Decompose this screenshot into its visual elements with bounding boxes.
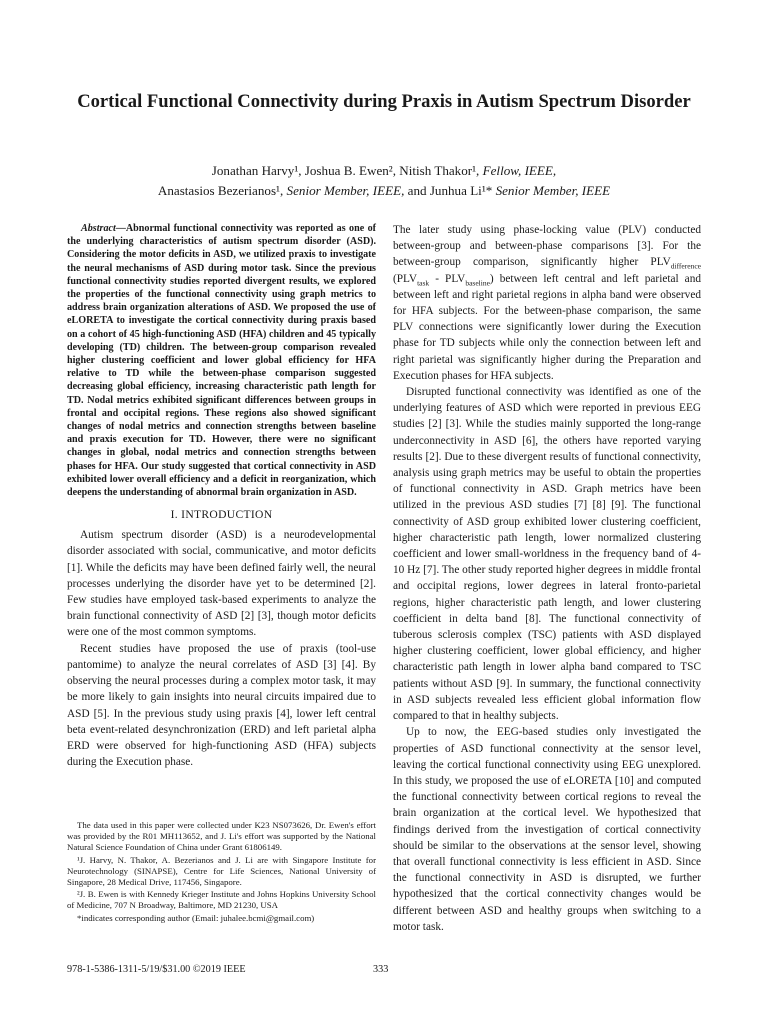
page-number: 333: [373, 964, 389, 975]
author-block: [60, 161, 708, 201]
section-heading-introduction: I. INTRODUCTION: [170, 508, 273, 522]
abstract: [67, 222, 376, 499]
footnote-affiliation-1: ¹J. Harvy, N. Thakor, A. Bezerianos and J. Li are with Singapore Institute for Neurotechnology (SINAPSE), Centre for Life Sciences, National University of Singapore, 28 Medical Drive, 117456, Singapore.: [67, 854, 376, 888]
author-line-1: [60, 161, 708, 181]
subscript-task: task: [417, 277, 430, 287]
author-affiliation-1: Fellow, IEEE,: [482, 163, 557, 178]
footnote-affiliation-2: ²J. B. Ewen is with Kennedy Krieger Institute and Johns Hopkins University School of Medicine, 707 N Broadway, Baltimore, MD 21230, USA: [67, 889, 376, 911]
author-affiliation-3: Senior Member, IEEE: [495, 183, 611, 198]
intro-paragraph-1: Autism spectrum disorder (ASD) is a neurodevelopmental disorder associated with social, communicative, and motor deficits [1]. While the deficits may have been defined fairly well, the neural processes underlying the disorder have yet to be determined [2]. Few studies have employed task-based experiments to analyze the brain functional connectivity of ASD [2] [3], though motor deficits were one of the most common symptoms.: [67, 529, 376, 639]
author-names-3: and Junhua Li¹*: [407, 183, 493, 198]
intro-paragraph-2: Recent studies have proposed the use of praxis (tool-use pantomime) to analyze the neural correlates of ASD [3] [4]. By observing the neural processes during a complex motor task, it may be more likely to gain insights into neural circuits impaired due to ASD [5]. In the previous study using praxis [4], lower left central beta event-related desynchronization (ERD) and left parietal alpha ERD were observed for high-functioning ASD (HFA) subjects during the Execution phase.: [67, 642, 376, 769]
paper-title: Cortical Functional Connectivity during Praxis in Autism Spectrum Disorder: [77, 91, 691, 112]
footnote-corresponding: *indicates corresponding author (Email: juhalee.bcmi@gmail.com): [77, 912, 315, 923]
subscript-baseline: baseline: [465, 277, 490, 287]
author-names-1: Jonathan Harvy¹, Joshua B. Ewen², Nitish Thakor¹,: [211, 163, 480, 178]
author-affiliation-2: Senior Member, IEEE,: [286, 183, 405, 198]
text-run: (PLV: [393, 272, 418, 285]
footnote-funding: The data used in this paper were collected under K23 NS073626, Dr. Ewen's effort was provided by the R01 MH113652, and J. Li's effort was supported by the National Natural Science Foundation of China under Grant 61806149.: [67, 820, 376, 853]
abstract-text: —Abnormal functional connectivity was reported as one of the underlying characteristics of autism spectrum disorder (ASD). Considering the motor deficits in ASD, we utilized praxis to investigate the neural mechanisms of ASD during motor task. Since the previous functional connectivity studies reported divergent results, we explored the properties of the functional connectivity using graph metrics to address brain organization alterations of ASD. We proposed the use of eLORETA to investigate the cortical connectivity during praxis based on a cohort of 45 high-functioning ASD (HFA) children and 45 typically developing (TD) children. The between-group comparison revealed higher clustering coefficient and lower global efficiency for HFA relative to TD while the between-phase comparison suggested decreasing global efficiency, increasing characteristic path length for TD. Nodal metrics exhibited significant differences between groups in frontal and occipital regions. These regions also showed significant changes of nodal metrics and connection strengths between baseline and praxis execution for TD. However, there were no significant changes in global, nodal metrics and connection strengths between phases for HFA. Our study suggested that cortical connectivity in ASD exhibited lower overall efficiency and a deficit in reorganization, which deepens the understanding of abnormal brain organization in ASD.: [67, 223, 376, 499]
right-column: [393, 222, 701, 935]
footnotes: [67, 820, 376, 925]
right-paragraph-2: Disrupted functional connectivity was identified as one of the underlying features of ASD which were reported in previous EEG studies [2] [3]. While the studies mainly supported the long-range underconnectivity in ASD [6], the others have reported varying results [2]. Due to these divergent results of functional connectivity, analysis using graph metrics may be useful to obtain the properties of functional connectivity in ASD. Graph metrics have been utilized in the previous ASD studies [7] [8] [9]. The functional connectivity of ASD group exhibited lower clustering coefficient, higher characteristic path length, lower normalized clustering coefficient and lower small-worldness in the frequency band of 4-10 Hz [7]. The other study reported higher degrees in middle frontal and occipital regions, lower degrees in lateral fronto-parietal regions, higher characteristic path length, and lower clustering coefficient in delta band [8]. The functional connectivity of tuberous sclerosis complex (TSC) patients with ASD displayed higher clustering coefficient, lower global efficiency, and higher characteristic path length in lower alpha band compared to TSC patients without ASD [9]. In summary, the functional connectivity in ASD subjects revealed less efficient global information flow compared to that in healthy subjects.: [393, 386, 701, 723]
copyright-footer: 978-1-5386-1311-5/19/$31.00 ©2019 IEEE: [67, 964, 246, 975]
author-line-2: [60, 181, 708, 201]
right-paragraph-1: [393, 222, 701, 384]
text-run: The later study using phase-locking value (PLV) conducted between-group and between-phase comparisons [3]. For the between-group comparison, significantly higher PLV: [393, 224, 701, 269]
left-column: [67, 222, 376, 770]
text-run: - PLV: [429, 272, 466, 285]
abstract-label: Abstract: [81, 223, 116, 234]
subscript-difference: difference: [670, 261, 701, 271]
right-paragraph-3: Up to now, the EEG-based studies only investigated the properties of ASD functional connectivity at the sensor level, leaving the cortical functional connectivity using EEG unexplored. In this study, we proposed the use of eLORETA [10] and computed the functional connectivity between cortical regions to reveal the brain organization at the cortical level. We hypothesized that findings derived from the investigation of cortical connectivity should be similar to the observations at the sensor level, showing that overall functional connectivity is less efficient in ASD. Since the functional connectivity in ASD is disrupted, we further hypothesized that the cortical connectivity changes would be different between ASD and healthy groups when switching to a motor task.: [393, 726, 701, 933]
text-run: ) between left central and left parietal and between left and right parietal regions in alpha band were observed for HFA subjects. For the between-phase comparison, the same PLV connections were significantly lower during the Execution phase for TD subjects while only the connection between left and right parietal was significantly higher during the Preparation and Execution phases for HFA subjects.: [393, 272, 701, 382]
author-names-2: Anastasios Bezerianos¹,: [157, 183, 284, 198]
